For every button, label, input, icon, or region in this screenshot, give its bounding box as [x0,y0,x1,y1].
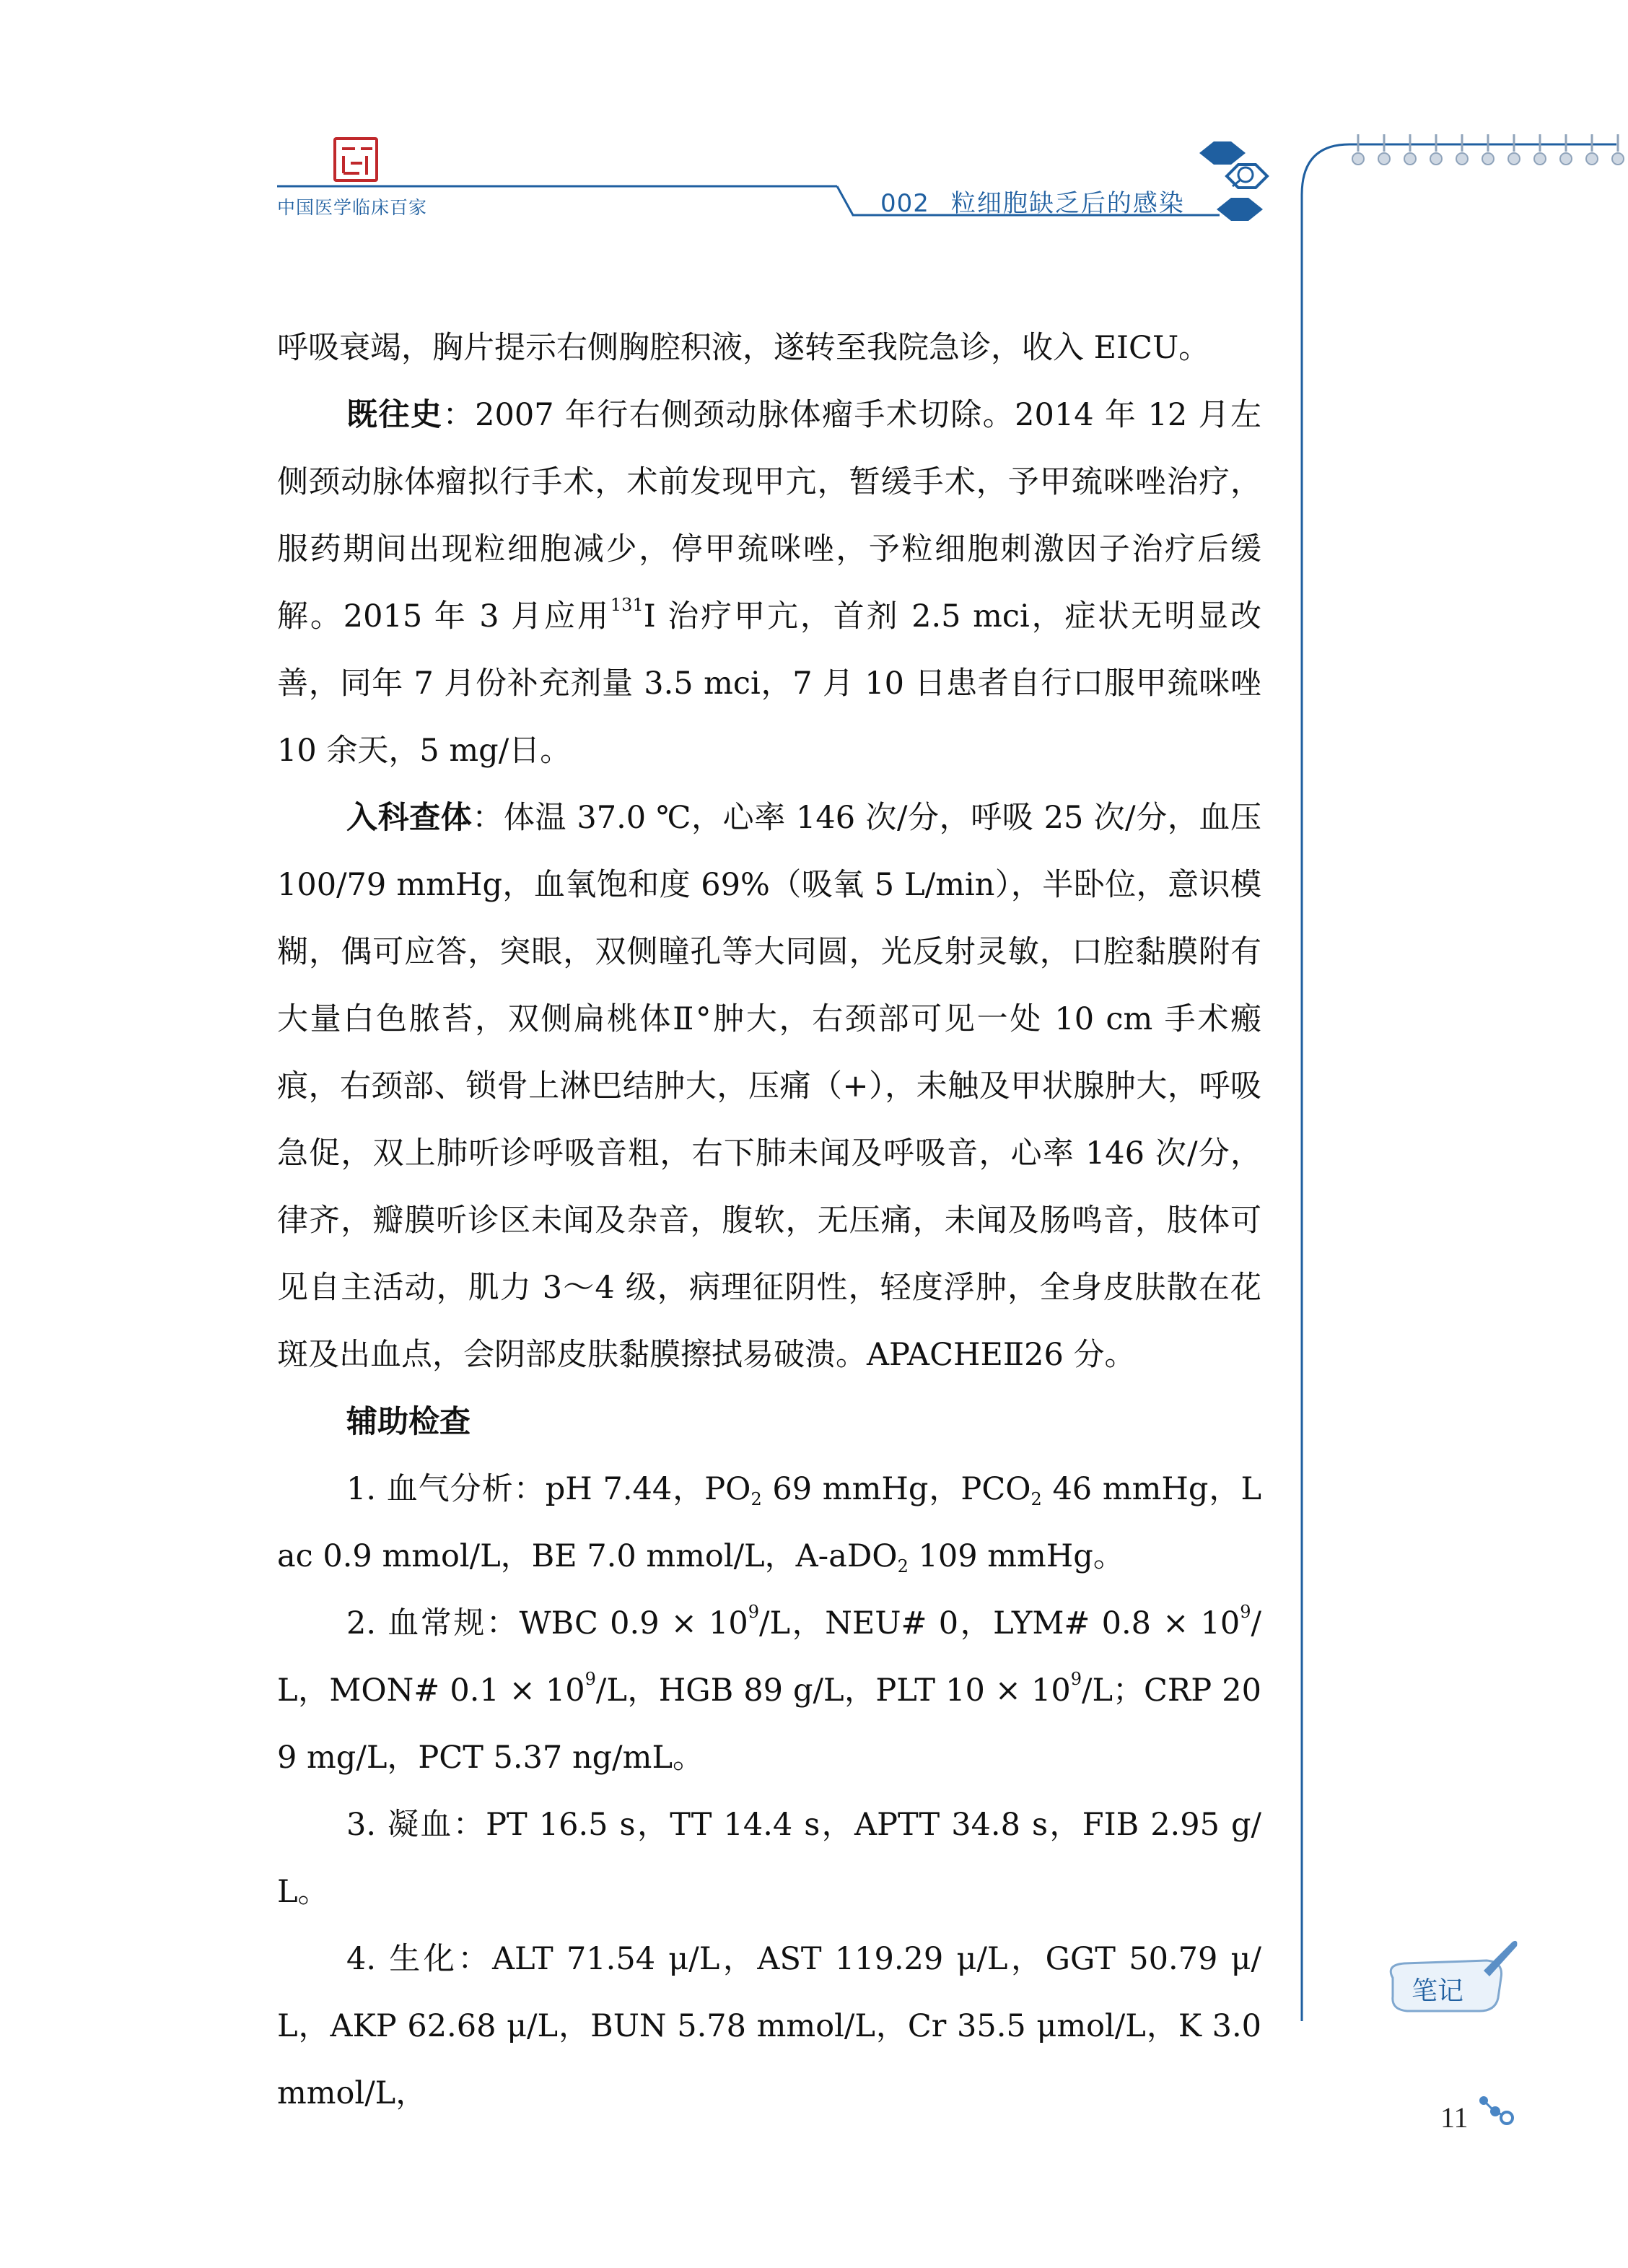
paragraph-admission-exam: 入科查体：体温 37.0 ℃，心率 146 次/分，呼吸 25 次/分，血压 100/79 mmHg，血氧饱和度 69%（吸氧 5 L/min），半卧位，意识模糊，偶可应答，突眼，双侧瞳孔等大同圆，光反射灵敏，口腔黏膜附有大量白色脓苔，双侧扁桃体Ⅱ°肿大，右颈部可见一处 10 cm 手术瘢痕，右颈部、锁骨上淋巴结肿大，压痛（+），未触及甲状腺肿大，呼吸急促，双上肺听诊呼吸音粗，右下肺未闻及呼吸音，心率 146 次/分，律齐，瓣膜听诊区未闻及杂音，腹软，无压痛，未闻及肠鸣音，肢体可见自主活动，肌力 3～4 级，病理征阴性，轻度浮肿，全身皮肤散在花斑及出血点，会阴部皮肤黏膜擦拭易破溃。APACHEⅡ26 分。 [277,800,1261,1373]
paragraph-continuation: 呼吸衰竭，胸片提示右侧胸腔积液，遂转至我院急诊，收入 EICU。 [277,330,1210,366]
notes-badge-icon [1391,1941,1517,2011]
list-item-blood-gas: 1. 血气分析：pH 7.44，$PO_2$ 69 mmHg，$PCO_2$ 46 mmHg，Lac 0.9 mmol/L，BE 7.0 mmol/L，A-aDO$_2$ 109 mmHg。 [277,1471,1261,1576]
molecule-icon [1479,2096,1513,2124]
page-number: 11 [1440,2101,1469,2134]
list-item-coagulation: 3. 凝血：PT 16.5 s，TT 14.4 s，APTT 34.8 s，FIB 2.95 g/L。 [277,1807,1261,1910]
notes-label: 笔记 [1412,1976,1464,2006]
paragraph-history: 既往史：2007 年行右侧颈动脉体瘤手术切除。2014 年 12 月左侧颈动脉体瘤拟行手术，术前发现甲亢，暂缓手术，予甲巯咪唑治疗，服药期间出现粒细胞减少，停甲巯咪唑，予粒细胞刺激因子治疗后缓解。2015 年 3 月应用$^{131}$I 治疗甲亢，首剂 2.5 mci，症状无明显改善，同年 7 月份补充剂量 3.5 mci，7 月 10 日患者自行口服甲巯咪唑 10 余天，5 mg/日。 [277,397,1261,769]
binding-rings [1352,134,1624,165]
body-content [277,315,1261,2127]
series-name: 中国医学临床百家 [277,197,428,218]
list-item-blood-routine: 2. 血常规：WBC $0.9 \times 10^9/L$，NEU# 0，LYM# $0.8 \times 10^9/L$，MON# $0.1 \times 10^9/L$，HGB 89 g/L，PLT $10 \times 10^9/L$；CRP 209 mg/L，PCT 5.37 ng/mL。 [277,1602,1261,1776]
history-label: 既往史 [346,397,443,433]
chapter-name: 粒细胞缺乏后的感染 [950,189,1185,218]
exam-label: 入科查体 [346,800,473,836]
section-heading: 辅助检查 [346,1404,471,1440]
chapter-number: 002 [880,189,929,218]
list-item-biochemistry: 4. 生化：ALT 71.54 μ/L，AST 119.29 μ/L，GGT 50.79 μ/L，AKP 62.68 μ/L，BUN 5.78 mmol/L，Cr 35.5 μmol/L，K 3.0 mmol/L， [277,1941,1261,2111]
